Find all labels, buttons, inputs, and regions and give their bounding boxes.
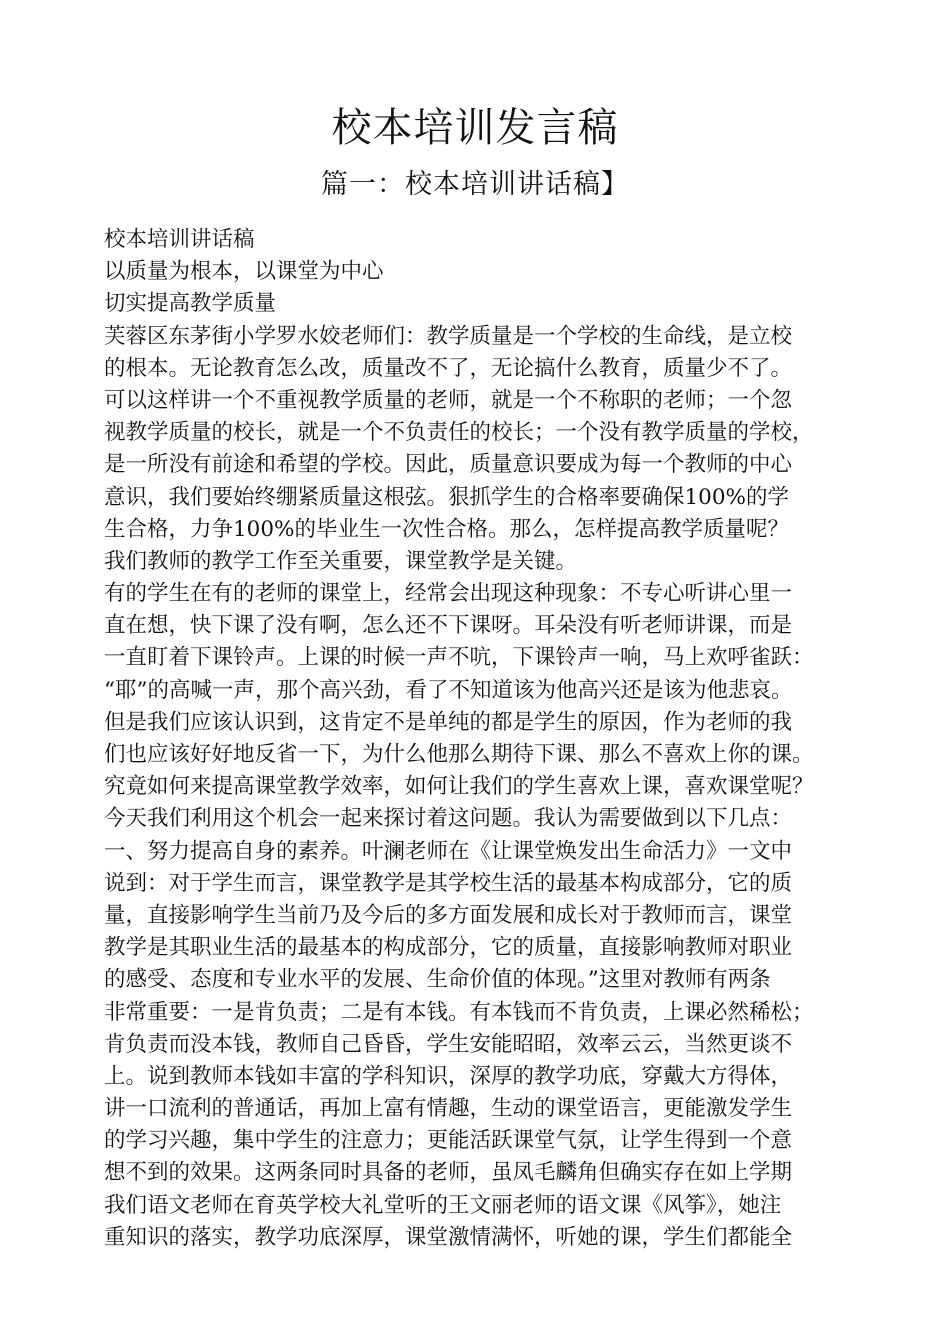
body-line: 今天我们利用这个机会一起来探讨着这问题。我认为需要做到以下几点： — [104, 806, 793, 832]
body-line: 上。说到教师本钱如丰富的学科知识，深厚的教学功底，穿戴大方得体， — [104, 1063, 793, 1089]
body-line: 说到：对于学生而言，课堂教学是其学校生活的最基本构成部分，它的质 — [104, 870, 793, 896]
body-line: 一、努力提高自身的素养。叶澜老师在《让课堂焕发出生命活力》一文中 — [104, 838, 793, 864]
document-body — [104, 224, 864, 1254]
body-line: 我们语文老师在育英学校大礼堂听的王文丽老师的语文课《风筝》，她注 — [104, 1192, 782, 1218]
body-line: 们也应该好好地反省一下，为什么他那么期待下课、那么不喜欢上你的课。 — [104, 742, 814, 767]
body-line: 生合格，力争100%的毕业生一次性合格。那么，怎样提高教学质量呢？ — [104, 516, 789, 542]
body-line: 重知识的落实，教学功底深厚，课堂激情满怀，听她的课，学生们都能全 — [104, 1224, 793, 1250]
body-line: 可以这样讲一个不重视教学质量的老师，就是一个不称职的老师；一个忽 — [104, 387, 793, 413]
body-line: 我们教师的教学工作至关重要，课堂教学是关键。 — [104, 548, 578, 574]
body-line: 视教学质量的校长，就是一个不负责任的校长；一个没有教学质量的学校， — [104, 420, 814, 446]
document-title: 校本培训发言稿 — [331, 105, 619, 151]
body-line: 切实提高教学质量 — [104, 291, 277, 317]
body-line: 的根本。无论教育怎么改，质量改不了，无论搞什么教育，质量少不了。 — [104, 355, 793, 381]
document-subtitle: 篇一：校本培训讲话稿】 — [321, 169, 629, 200]
body-line: 非常重要：一是肯负责；二是有本钱。有本钱而不肯负责，上课必然稀松； — [104, 999, 814, 1025]
body-line: 量，直接影响学生当前乃及今后的多方面发展和成长对于教师而言，课堂 — [104, 902, 793, 928]
body-line: 直在想，快下课了没有啊，怎么还不下课呀。耳朵没有听老师讲课，而是 — [104, 613, 793, 639]
body-line: 是一所没有前途和希望的学校。因此，质量意识要成为每一个教师的中心 — [104, 452, 793, 478]
body-line: 讲一口流利的普通话，再加上富有情趣，生动的课堂语言，更能激发学生 — [104, 1096, 793, 1122]
body-line: 但是我们应该认识到，这肯定不是单纯的都是学生的原因，作为老师的我 — [104, 709, 793, 735]
body-line: 的学习兴趣，集中学生的注意力；更能活跃课堂气氛，让学生得到一个意 — [104, 1128, 793, 1154]
body-line: 一直盯着下课铃声。上课的时候一声不吭，下课铃声一响，马上欢呼雀跃： — [104, 645, 814, 671]
body-line: 校本培训讲话稿 — [104, 227, 255, 252]
body-line: 有的学生在有的老师的课堂上，经常会出现这种现象：不专心听讲心里一 — [104, 581, 793, 607]
body-line: 究竟如何来提高课堂教学效率，如何让我们的学生喜欢上课，喜欢课堂呢？ — [104, 774, 814, 800]
body-line: 的感受、态度和专业水平的发展、生命价值的体现。”这里对教师有两条 — [104, 967, 771, 993]
body-line: 芙蓉区东茅街小学罗水姣老师们：教学质量是一个学校的生命线，是立校 — [104, 323, 793, 349]
body-line: 肯负责而没本钱，教师自己昏昏，学生安能昭昭，效率云云，当然更谈不 — [104, 1031, 793, 1057]
body-line: 意识，我们要始终绷紧质量这根弦。狠抓学生的合格率要确保100%的学 — [104, 484, 789, 510]
body-line: 以质量为根本，以课堂为中心 — [104, 259, 384, 285]
body-line: 想不到的效果。这两条同时具备的老师，虽凤毛麟角但确实存在如上学期 — [104, 1160, 793, 1186]
body-line: 教学是其职业生活的最基本的构成部分，它的质量，直接影响教师对职业 — [104, 935, 793, 961]
body-line: “耶”的高喊一声，那个高兴劲，看了不知道该为他高兴还是该为他悲哀。 — [104, 677, 793, 703]
